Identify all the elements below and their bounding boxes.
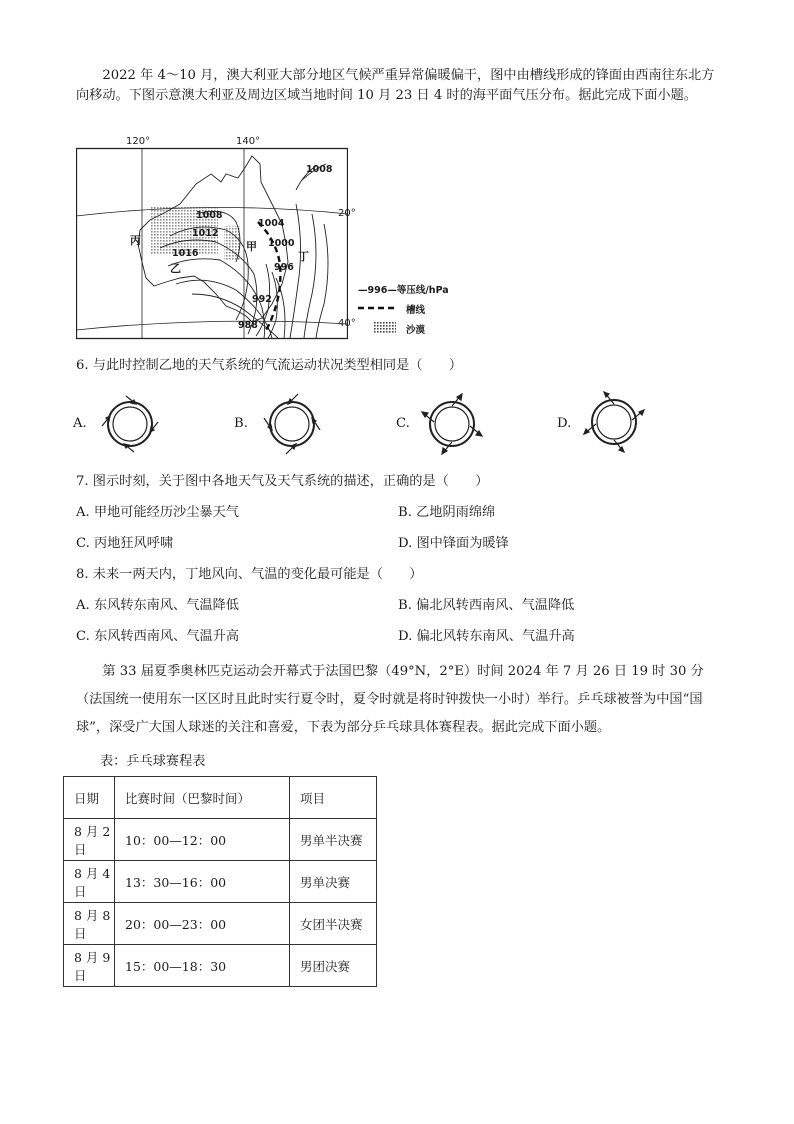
table-cell-date: 8 月 9 日 <box>64 945 115 987</box>
q8-option-b[interactable]: B. 偏北风转西南风、气温降低 <box>398 598 575 613</box>
lat-label-20: 20° <box>338 208 356 219</box>
table-header-row <box>64 777 377 819</box>
place-label-jia: 甲 <box>246 240 257 253</box>
legend-trough: 槽线 <box>406 305 426 316</box>
isobar-label: 996 <box>274 262 294 273</box>
table-row <box>64 945 377 987</box>
table-cell-event: 男团决赛 <box>290 945 377 987</box>
legend-desert: 沙漠 <box>406 325 426 336</box>
table-cell-date: 8 月 2 日 <box>64 819 115 861</box>
q7-option-c[interactable]: C. 丙地狂风呼啸 <box>76 536 174 551</box>
place-label-bing: 丙 <box>130 234 141 247</box>
legend-desert-icon <box>374 322 396 337</box>
intro-paragraph-2: 第 33 届夏季奥林匹克运动会开幕式于法国巴黎（49°N，2°E）时间 2024 年 7 月 26 日 19 时 30 分（法国统一使用东一区区时且此时实行夏令时，夏令时就是将时钟拨快一小时）举行。乒乓球被誉为中国“国球”，深受广大国人球迷的关注和喜爱，下表为部分乒乓球具体赛程表。据此完成下面小题。 <box>76 664 704 735</box>
isobar-label: 1012 <box>192 228 219 239</box>
lon-label-120: 120° <box>126 136 151 147</box>
table-caption: 表：乒乓球赛程表 <box>100 754 206 769</box>
q6-option-a-diagram <box>96 394 164 454</box>
isobar-label: 1008 <box>196 210 223 221</box>
table-cell-event: 男单决赛 <box>290 861 377 903</box>
table-row <box>64 903 377 945</box>
isobar-label: 988 <box>238 320 258 331</box>
q7-option-b[interactable]: B. 乙地阴雨绵绵 <box>398 505 496 520</box>
table-cell-date: 8 月 8 日 <box>64 903 115 945</box>
lat-label-40: 40° <box>338 318 356 329</box>
table-cell-time: 13：30—16：00 <box>115 861 290 903</box>
q6-option-d-label[interactable]: D. <box>557 416 572 431</box>
isobar-label: 1008 <box>306 164 333 175</box>
table-cell-event: 男单半决赛 <box>290 819 377 861</box>
table-cell-date: 8 月 4 日 <box>64 861 115 903</box>
q6-stem: 6. 与此时控制乙地的天气系统的气流运动状况类型相同是（ ） <box>76 358 463 373</box>
table-header-cell: 日期 <box>64 777 115 819</box>
intro-paragraph-1: 2022 年 4～10 月，澳大利亚大部分地区气候严重异常偏暖偏干，图中由槽线形成的锋面由西南往东北方向移动。下图示意澳大利亚及周边区域当地时间 10 月 23 日 4 时的海平面气压分布。据此完成下面小题。 <box>76 68 715 103</box>
q8-stem: 8. 未来一两天内，丁地风向、气温的变化最可能是（ ） <box>76 567 423 582</box>
table-cell-time: 15：00—18：30 <box>115 945 290 987</box>
table-cell-event: 女团半决赛 <box>290 903 377 945</box>
q8-option-d[interactable]: D. 偏北风转东南风、气温升高 <box>398 629 575 644</box>
isobar-label: 1000 <box>268 238 295 249</box>
schedule-table <box>63 776 377 987</box>
q6-option-b-label[interactable]: B. <box>234 416 248 431</box>
q6-option-b-diagram <box>258 392 326 456</box>
isobar-label: 992 <box>252 294 272 305</box>
pressure-map <box>76 136 356 340</box>
q8-option-a[interactable]: A. 东风转东南风、气温降低 <box>76 598 239 613</box>
isobar-label: 1016 <box>172 248 199 259</box>
place-label-ding: 丁 <box>298 250 309 263</box>
q6-option-d-diagram <box>580 388 648 456</box>
q6-option-a-label[interactable]: A. <box>73 416 87 431</box>
table-row <box>64 819 377 861</box>
q6-option-c-diagram <box>418 392 486 456</box>
legend-isobar: —996—等压线/hPa <box>358 285 449 296</box>
q7-option-a[interactable]: A. 甲地可能经历沙尘暴天气 <box>76 505 239 520</box>
isobar-label: 1004 <box>258 218 285 229</box>
lon-label-140: 140° <box>236 136 261 147</box>
q7-stem: 7. 图示时刻，关于图中各地天气及天气系统的描述，正确的是（ ） <box>76 474 489 489</box>
table-row <box>64 861 377 903</box>
table-header-cell: 项目 <box>290 777 377 819</box>
table-cell-time: 10：00—12：00 <box>115 819 290 861</box>
q7-option-d[interactable]: D. 图中锋面为暖锋 <box>398 536 509 551</box>
legend-trough-icon <box>358 304 398 315</box>
table-header-cell: 比赛时间（巴黎时间） <box>115 777 290 819</box>
q6-option-c-label[interactable]: C. <box>396 416 410 431</box>
table-cell-time: 20：00—23：00 <box>115 903 290 945</box>
place-label-yi: 乙 <box>170 262 181 275</box>
q8-option-c[interactable]: C. 东风转西南风、气温升高 <box>76 629 240 644</box>
